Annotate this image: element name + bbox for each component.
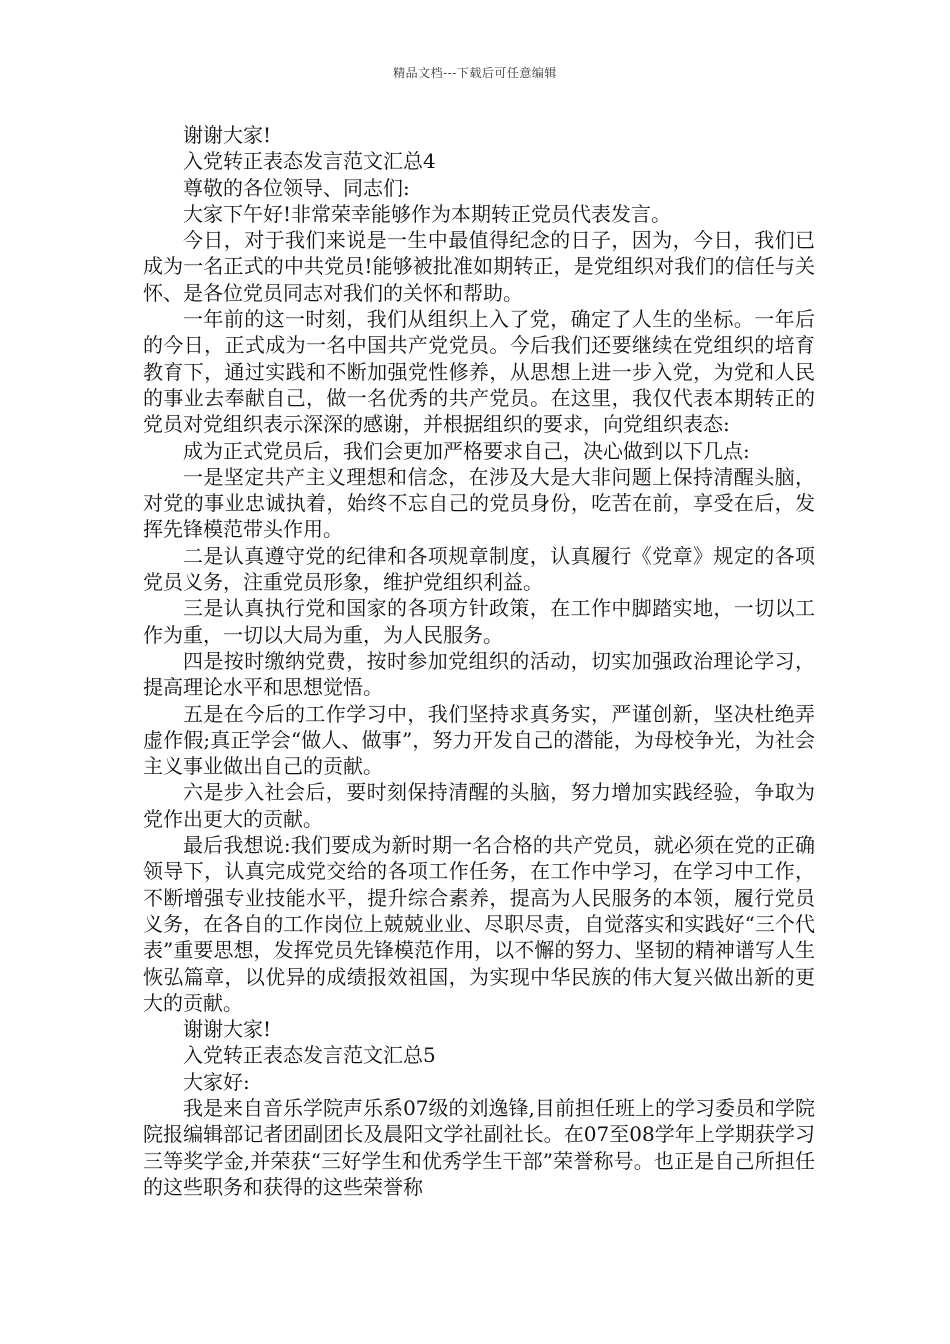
paragraph: 尊敬的各位领导、同志们:	[183, 175, 410, 200]
paragraph: 一年前的这一时刻，我们从组织上入了党，确定了人生的坐标。一年后的今日，正式成为一名中国共产党党员。今后我们还要继续在党组织的培育教育下，通过实践和不断加强党性修养，从思想上进一步入党，为党和人民的事业去奉献自己，做一名优秀的共产党员。在这里，我仅代表本期转正的党员对党组织表示深深的感谢，并根据组织的要求，向党组织表态:	[143, 307, 815, 437]
paragraph: 五是在今后的工作学习中，我们坚持求真务实，严谨创新，坚决杜绝弄虚作假;真正学会“做人、做事”，努力开发自己的潜能，为母校争光，为社会主义事业做出自己的贡献。	[143, 701, 815, 779]
document-body	[143, 122, 815, 1200]
paragraph: 大家下午好!非常荣幸能够作为本期转正党员代表发言。	[183, 201, 672, 226]
paragraph: 最后我想说:我们要成为新时期一名合格的共产党员，就必须在党的正确领导下，认真完成党交给的各项工作任务，在工作中学习，在学习中工作，不断增强专业技能水平，提升综合素养，提高为人民服务的本领，履行党员义务，在各自的工作岗位上兢兢业业、尽职尽责，自觉落实和实践好“三个代表”重要思想，发挥党员先锋模范作用，以不懈的努力、坚韧的精神谱写人生恢弘篇章，以优异的成绩报效祖国，为实现中华民族的伟大复兴做出新的更大的贡献。	[143, 833, 815, 1015]
section-title: 入党转正表态发言范文汇总5	[183, 1043, 436, 1068]
paragraph: 谢谢大家!	[183, 123, 272, 147]
page-header: 精品文档---下载后可任意编辑	[393, 66, 557, 80]
paragraph: 大家好:	[183, 1069, 250, 1094]
paragraph: 谢谢大家!	[183, 1017, 272, 1042]
paragraph: 一是坚定共产主义理想和信念，在涉及大是大非问题上保持清醒头脑，对党的事业忠诚执着，始终不忘自己的党员身份，吃苦在前，享受在后，发挥先锋模范带头作用。	[143, 464, 815, 542]
paragraph: 四是按时缴纳党费，按时参加党组织的活动，切实加强政治理论学习，提高理论水平和思想觉悟。	[143, 648, 815, 700]
paragraph: 三是认真执行党和国家的各项方针政策，在工作中脚踏实地，一切以工作为重，一切以大局为重，为人民服务。	[143, 596, 815, 647]
paragraph: 成为正式党员后，我们会更加严格要求自己，决心做到以下几点:	[183, 438, 750, 463]
paragraph: 今日，对于我们来说是一生中最值得纪念的日子，因为，今日，我们已成为一名正式的中共党员!能够被批准如期转正，是党组织对我们的信任与关怀、是各位党员同志对我们的关怀和帮助。	[143, 228, 815, 305]
paragraph: 我是来自音乐学院声乐系07级的刘逸锋,目前担任班上的学习委员和学院院报编辑部记者团副团长及晨阳文学社副社长。在07至08学年上学期获学习三等奖学金,并荣获“三好学生和优秀学生干部”荣誉称号。也正是自己所担任的这些职务和获得的这些荣誉称	[143, 1095, 815, 1199]
section-title: 入党转正表态发言范文汇总4	[183, 149, 436, 174]
paragraph: 二是认真遵守党的纪律和各项规章制度，认真履行《党章》规定的各项党员义务，注重党员形象，维护党组织利益。	[143, 543, 815, 595]
paragraph: 六是步入社会后，要时刻保持清醒的头脑，努力增加实践经验，争取为党作出更大的贡献。	[143, 780, 815, 831]
